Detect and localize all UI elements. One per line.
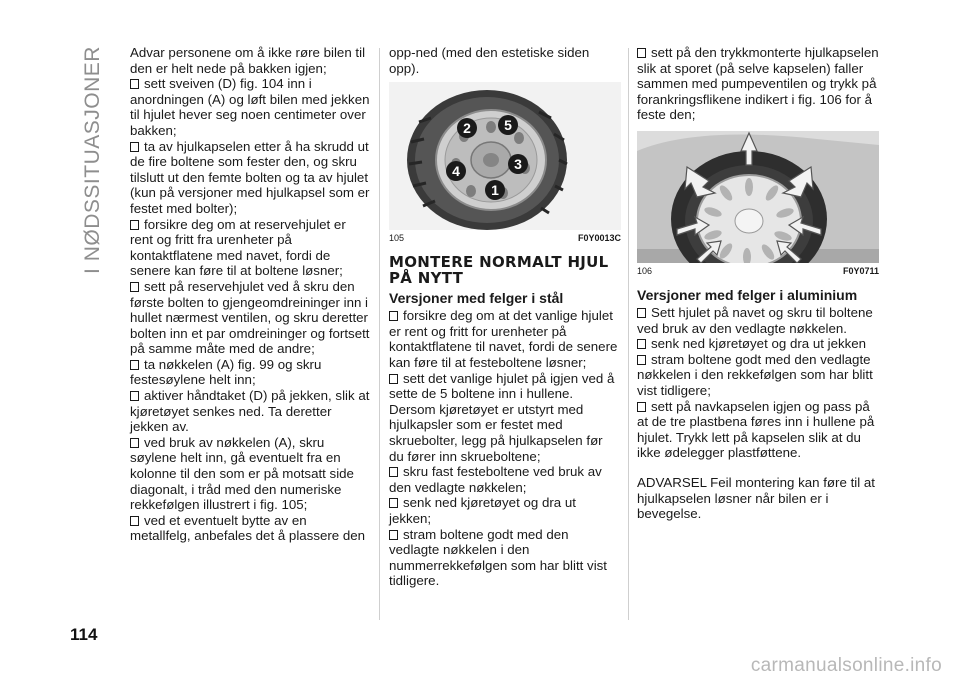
column-divider xyxy=(379,48,380,620)
figure-code: F0Y0711 xyxy=(842,265,879,276)
figure-106 xyxy=(637,131,879,263)
spacer xyxy=(637,461,879,475)
bullet-item: sett sveiven (D) fig. 104 inn i anordningen (A) og løft bilen med jekken til hjulet hever seg noen centimeter over bakken; xyxy=(130,76,370,138)
sub-heading: Versjoner med felger i aluminium xyxy=(637,286,858,303)
bullet-item: forsikre deg om at reservehjulet er rent og fritt fra urenheter på kontaktflatene med navet, fordi de senere kan føre til at boltene løsner; xyxy=(130,217,370,279)
watermark: carmanualsonline.info xyxy=(750,655,942,676)
bullet-item: stram boltene godt med den vedlagte nøkkelen i den nummerrekkefølgen som har blitt vist tidligere. xyxy=(389,527,621,589)
figure-number: 106 xyxy=(637,265,653,276)
bullet-item: senk ned kjøretøyet og dra ut jekken; xyxy=(389,495,621,526)
paragraph: opp-ned (med den estetiske siden opp). xyxy=(389,45,590,76)
warning-text: ADVARSEL Feil montering kan føre til at hjulkapselen løsner når bilen er i bevegelse. xyxy=(637,474,875,522)
bullet-item: ta nøkkelen (A) fig. 99 og skru festesøylene helt inn; xyxy=(130,357,370,388)
bolt-label-3: 3 xyxy=(514,156,522,173)
bullet-item: ved et eventuelt bytte av en metallfelg, anbefales det å plassere den xyxy=(130,513,370,544)
bullet-item: Sett hjulet på navet og skru til boltene ved bruk av den vedlagte nøkkelen. xyxy=(637,305,879,336)
bullet-item: ta av hjulkapselen etter å ha skrudd ut de fire boltene som fester den, og skru tilslutt ut den femte bolten og ta av hjulet (kun på versjoner med hjulkapsel som er festet med bolter); xyxy=(130,138,370,216)
sub-heading: Versjoner med felger i stål xyxy=(389,290,564,307)
section-title: I NØDSSITUASJONER xyxy=(81,46,104,274)
paragraph: Advar personene om å ikke røre bilen til den er helt nede på bakken igjen; xyxy=(130,45,366,76)
figure-caption xyxy=(637,265,879,277)
bullet-item: ved bruk av nøkkelen (A), skru søylene helt inn, gå eventuelt fra en kolonne til den som er på motsatt side diagonalt, i tråd med den numeriske rekkefølgen illustrert i fig. 105; xyxy=(130,435,370,513)
column-1 xyxy=(130,45,370,544)
hubcap-fitting-illustration xyxy=(637,131,879,263)
bullet-item: sett på navkapselen igjen og pass på at de tre plastbena føres inn i hullene på hjulet. Trykk lett på kapselen slik at du ikke ødelegger plastføttene. xyxy=(637,399,879,461)
bullet-item: sett på reservehjulet ved å skru den første bolten to gjengeomdreininger inn i hullet nærmest ventilen, og skru deretter bolten inn et par omdreininger og fortsett på samme måte med de andre; xyxy=(130,278,370,357)
bolt-label-2: 2 xyxy=(463,120,471,137)
bullet-item: sett på den trykkmonterte hjulkapselen slik at sporet (på selve kapselen) faller sammen med pumpeventilen og trykk på forankringsflikene indikert i fig. 106 for å feste den; xyxy=(637,45,879,123)
bolt-label-1: 1 xyxy=(491,182,499,199)
bullet-item: stram boltene godt med den vedlagte nøkkelen i den rekkefølgen som har blitt vist tidligere; xyxy=(637,352,879,399)
bolt-label-4: 4 xyxy=(452,163,460,180)
page-number: 114 xyxy=(70,625,98,644)
bullet-item: sett det vanlige hjulet på igjen ved å sette de 5 boltene inn i hullene. Dersom kjøretøyet er utstyrt med hjulkapsler som er festet med skruebolter, legg på hjulkapselen før du fører inn skrueboltene; xyxy=(389,371,621,465)
column-3 xyxy=(637,45,879,522)
column-divider xyxy=(628,48,629,620)
bullet-item: senk ned kjøretøyet og dra ut jekken xyxy=(637,336,879,352)
section-heading: MONTERE NORMALT HJUL PÅ NYTT xyxy=(389,253,609,288)
bullet-item: skru fast festeboltene ved bruk av den vedlagte nøkkelen; xyxy=(389,464,621,495)
bullet-item: forsikre deg om at det vanlige hjulet er rent og fritt for urenheter på kontaktflatene til navet, fordi de senere kan føre til at festeboltene løsner; xyxy=(389,308,621,370)
figure-number: 105 xyxy=(389,233,405,244)
figure-code: F0Y0013C xyxy=(577,233,621,244)
column-2 xyxy=(389,45,621,589)
wheel-bolt-order-illustration xyxy=(389,82,621,230)
bolt-label-5: 5 xyxy=(504,117,512,134)
bullet-item: aktiver håndtaket (D) på jekken, slik at kjøretøyet senkes ned. Ta deretter jekken av. xyxy=(130,388,370,435)
figure-105 xyxy=(389,82,621,230)
figure-caption xyxy=(389,232,621,244)
